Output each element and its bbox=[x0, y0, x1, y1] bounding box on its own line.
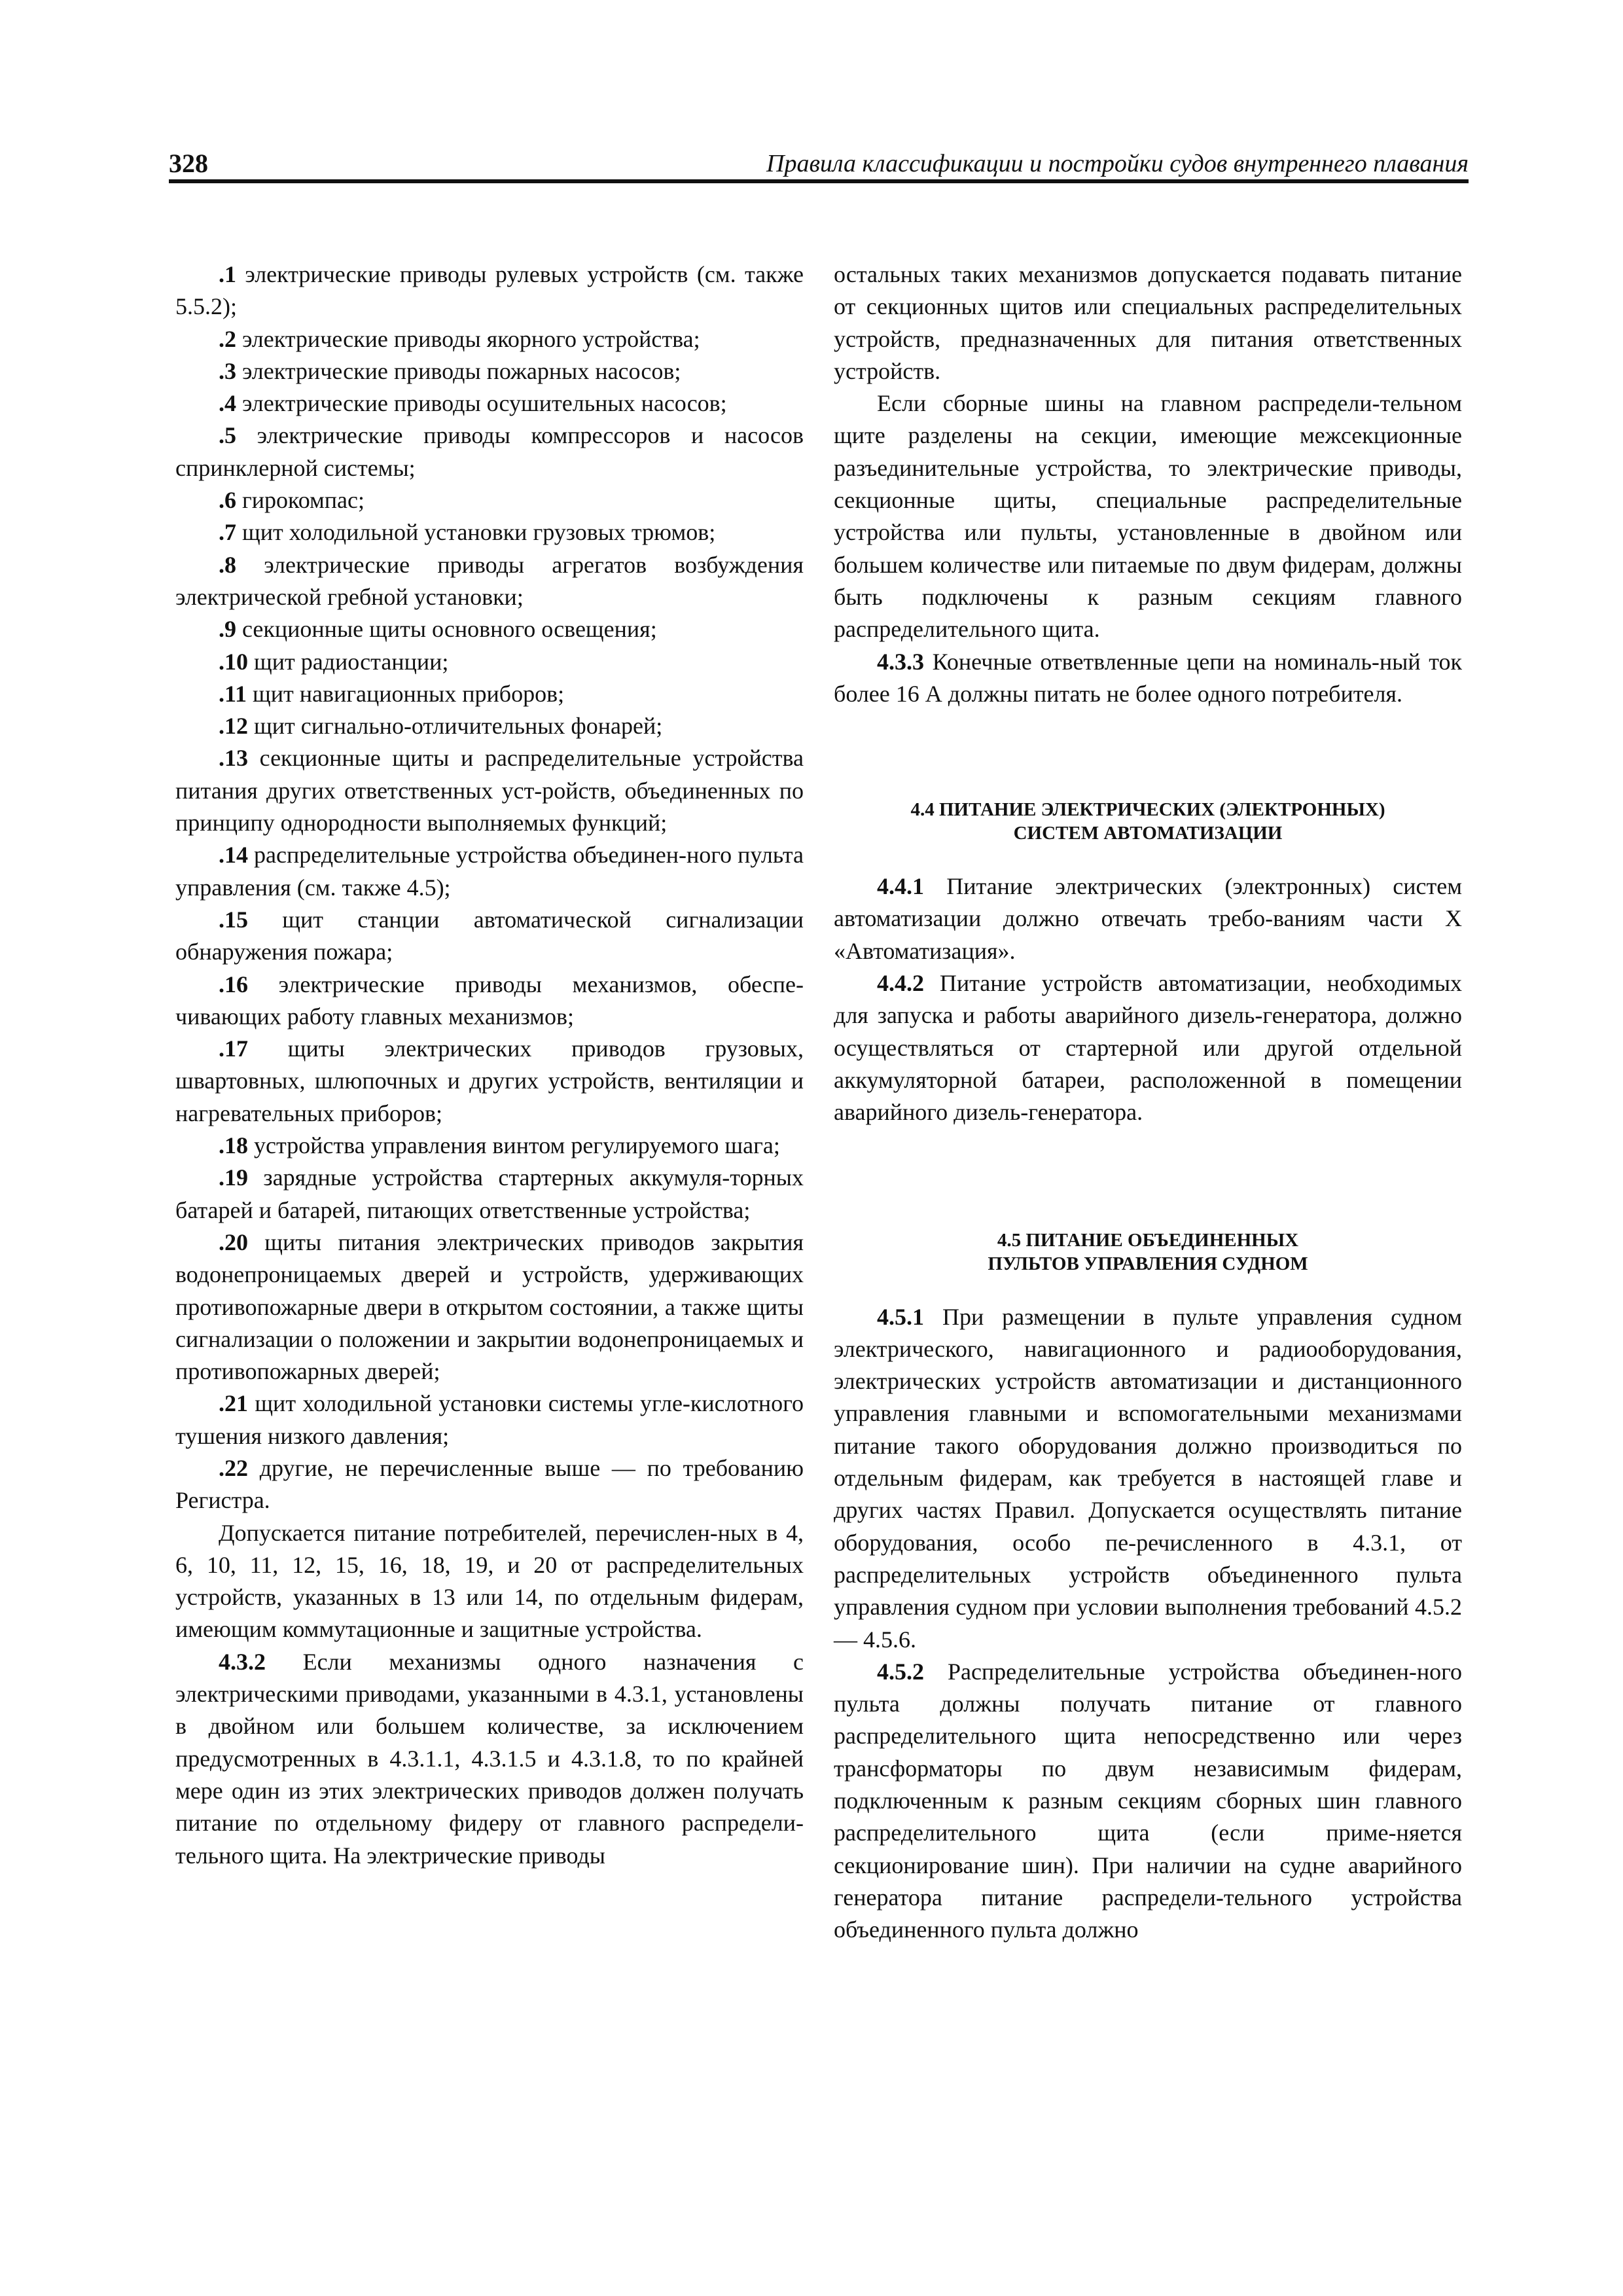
list-item-13: .13 секционные щиты и распределительные устройства питания других ответственных уст-ройств, объединенных по принципу однородности выполняемых функций; bbox=[175, 745, 804, 836]
list-item-5: .5 электрические приводы компрессоров и насосов спринклерной системы; bbox=[175, 422, 804, 481]
list-item-21: .21 щит холодильной установки системы угле-кислотного тушения низкого давления; bbox=[175, 1390, 804, 1449]
paragraph-4-4-2: 4.4.2 Питание устройств автоматизации, необходимых для запуска и работы аварийного дизель-генератора, должно осуществляться от стартерной или другой отдельной аккумуляторной батареи, расположенной в помещении аварийного дизель-генератора. bbox=[834, 970, 1462, 1126]
list-item-7: .7 щит холодильной установки грузовых трюмов; bbox=[219, 519, 716, 546]
paragraph-4-4-1: 4.4.1 Питание электрических (электронных) систем автоматизации должно отвечать требо-ваниям части X «Автоматизация». bbox=[834, 873, 1462, 964]
allowed-paragraph: Допускается питание потребителей, перечислен-ных в 4, 6, 10, 11, 12, 15, 16, 18, 19, и 20 от распределительных устройств, указанных в 13 или 14, по отдельным фидерам, имеющим коммутационные и защитные устройства. bbox=[175, 1519, 804, 1643]
list-item-12: .12 щит сигнально-отличительных фонарей; bbox=[219, 713, 663, 740]
list-item-1: .1 электрические приводы рулевых устройств (см. также 5.5.2); bbox=[175, 261, 804, 320]
paragraph-4-3-3: 4.3.3 Конечные ответвленные цепи на номиналь-ный ток более 16 А должны питать не более одного потребителя. bbox=[834, 648, 1462, 707]
left-column bbox=[175, 259, 804, 1872]
list-item-10: .10 щит радиостанции; bbox=[219, 648, 449, 675]
list-item-15: .15 щит станции автоматической сигнализации обнаружения пожара; bbox=[175, 906, 804, 965]
continued-paragraph: остальных таких механизмов допускается подавать питание от секционных щитов или специальных распределительных устройств, предназначенных для питания ответственных устройств. bbox=[834, 261, 1462, 384]
list-item-20: .20 щиты питания электрических приводов закрытия водонепроницаемых дверей и устройств, удерживающих противопожарные двери в открытом состоянии, а также щиты сигнализации о положении и закрытии водонепроницаемых и противопожарных дверей; bbox=[175, 1229, 804, 1385]
page-number: 328 bbox=[169, 149, 208, 178]
list-item-18: .18 устройства управления винтом регулируемого шага; bbox=[219, 1132, 780, 1159]
right-column bbox=[834, 259, 1462, 1946]
section-heading-4-5: 4.5 ПИТАНИЕ ОБЪЕДИНЕННЫХ ПУЛЬТОВ УПРАВЛЕНИЯ СУДНОМ bbox=[988, 1229, 1308, 1274]
busbars-paragraph: Если сборные шины на главном распредели-тельном щите разделены на секции, имеющие межсекционные разъединительные устройства, то электрические приводы, секционные щиты, специальные распределительные устройства или пульты, установленные в двойном или большем количестве или питаемые по двум фидерам, должны быть подключены к разным секциям главного распределительного щита. bbox=[834, 390, 1462, 643]
header-rule bbox=[169, 179, 1469, 183]
list-item-6: .6 гирокомпас; bbox=[219, 487, 365, 514]
paragraph-4-5-1: 4.5.1 При размещении в пульте управления судном электрического, навигационного и радиооборудования, электрических устройств автоматизации и дистанционного управления главными и вспомогательными механизмами питание такого оборудования должно производиться по отдельным фидерам, как требуется в настоящей главе и других частях Правил. Допускается осуществлять питание оборудования, особо пе-речисленного в 4.3.1, от распределительных устройств объединенного пульта управления судном при условии выполнения требований 4.5.2 — 4.5.6. bbox=[834, 1303, 1462, 1653]
list-item-11: .11 щит навигационных приборов; bbox=[219, 680, 565, 707]
section-heading-4-4: 4.4 ПИТАНИЕ ЭЛЕКТРИЧЕСКИХ (ЭЛЕКТРОННЫХ) СИСТЕМ АВТОМАТИЗАЦИИ bbox=[910, 799, 1385, 844]
list-item-22: .22 другие, не перечисленные выше — по требованию Регистра. bbox=[175, 1454, 804, 1514]
list-item-8: .8 электрические приводы агрегатов возбуждения электрической гребной установки; bbox=[175, 551, 804, 610]
list-item-16: .16 электрические приводы механизмов, обеспе-чивающих работу главных механизмов; bbox=[175, 971, 804, 1030]
running-title: Правила классификации и постройки судов внутреннего плавания bbox=[766, 150, 1469, 177]
list-item-17: .17 щиты электрических приводов грузовых, швартовных, шлюпочных и других устройств, вентиляции и нагревательных приборов; bbox=[175, 1035, 804, 1126]
list-item-4: .4 электрические приводы осушительных насосов; bbox=[219, 390, 727, 417]
list-item-9: .9 секционные щиты основного освещения; bbox=[219, 616, 657, 643]
list-item-14: .14 распределительные устройства объединен-ного пульта управления (см. также 4.5); bbox=[175, 842, 804, 901]
paragraph-4-3-2: 4.3.2 Если механизмы одного назначения с электрическими приводами, указанными в 4.3.1, установлены в двойном или большем количестве, за исключением предусмотренных в 4.3.1.1, 4.3.1.5 и 4.3.1.8, то по крайней мере один из этих электрических приводов должен получать питание по отдельному фидеру от главного распредели-тельного щита. На электрические приводы bbox=[175, 1648, 804, 1869]
paragraph-4-5-2: 4.5.2 Распределительные устройства объединен-ного пульта должны получать питание от главного распределительного щита непосредственно или через трансформаторы по двум независимым фидерам, подключенным к разным секциям сборных шин главного распределительного щита (если приме-няется секционирование шин). При наличии на судне аварийного генератора питание распредели-тельного устройства объединенного пульта должно bbox=[834, 1658, 1462, 1943]
list-item-19: .19 зарядные устройства стартерных аккумуля-торных батарей и батарей, питающих ответственные устройства; bbox=[175, 1164, 804, 1223]
list-item-3: .3 электрические приводы пожарных насосов; bbox=[219, 357, 681, 384]
list-item-2: .2 электрические приводы якорного устройства; bbox=[219, 325, 700, 352]
